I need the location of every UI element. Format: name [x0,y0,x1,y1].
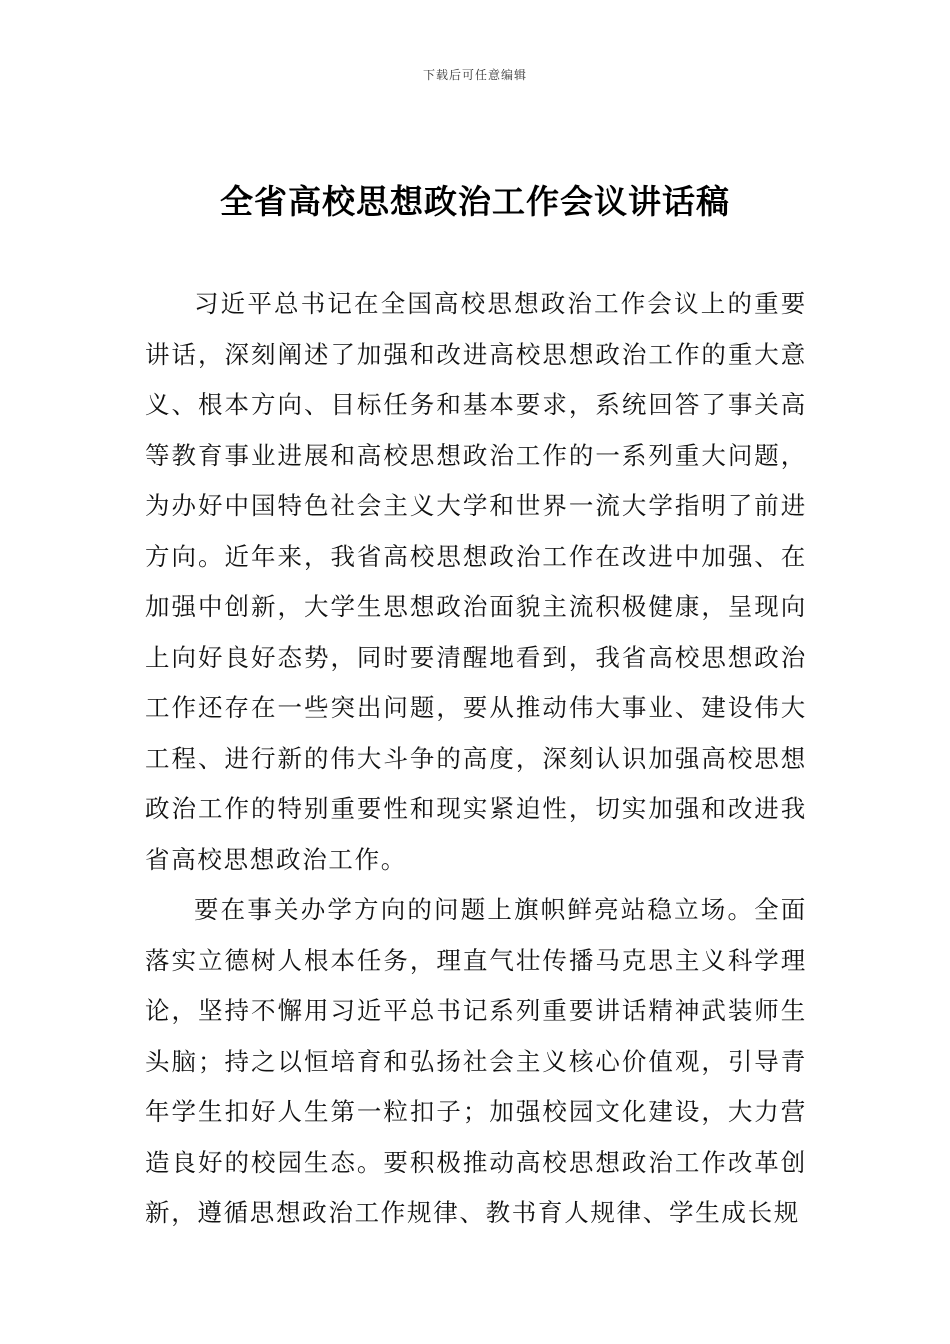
document-title: 全省高校思想政治工作会议讲话稿 [220,182,730,221]
paragraph-2: 要在事关办学方向的问题上旗帜鲜亮站稳立场。全面落实立德树人根本任务，理直气壮传播马克思主义科学理论，坚持不懈用习近平总书记系列重要讲话精神武装师生头脑；持之以恒培育和弘扬社会主义核心价值观，引导青年学生扣好人生第一粒扣子；加强校园文化建设，大力营造良好的校园生态。要积极推动高校思想政治工作改革创新，遵循思想政治工作规律、教书育人规律、学生成长规 [145,895,807,1227]
header-note: 下载后可任意编辑 [422,68,527,82]
document-body [145,279,807,1239]
paragraph-1: 习近平总书记在全国高校思想政治工作会议上的重要讲话，深刻阐述了加强和改进高校思想政治工作的重大意义、根本方向、目标任务和基本要求，系统回答了事关高等教育事业进展和高校思想政治工作的一系列重大问题，为办好中国特色社会主义大学和世界一流大学指明了前进方向。近年来，我省高校思想政治工作在改进中加强、在加强中创新，大学生思想政治面貌主流积极健康，呈现向上向好良好态势，同时要清醒地看到，我省高校思想政治工作还存在一些突出问题，要从推动伟大事业、建设伟大工程、进行新的伟大斗争的高度，深刻认识加强高校思想政治工作的特别重要性和现实紧迫性，切实加强和改进我省高校思想政治工作。 [145,289,807,874]
